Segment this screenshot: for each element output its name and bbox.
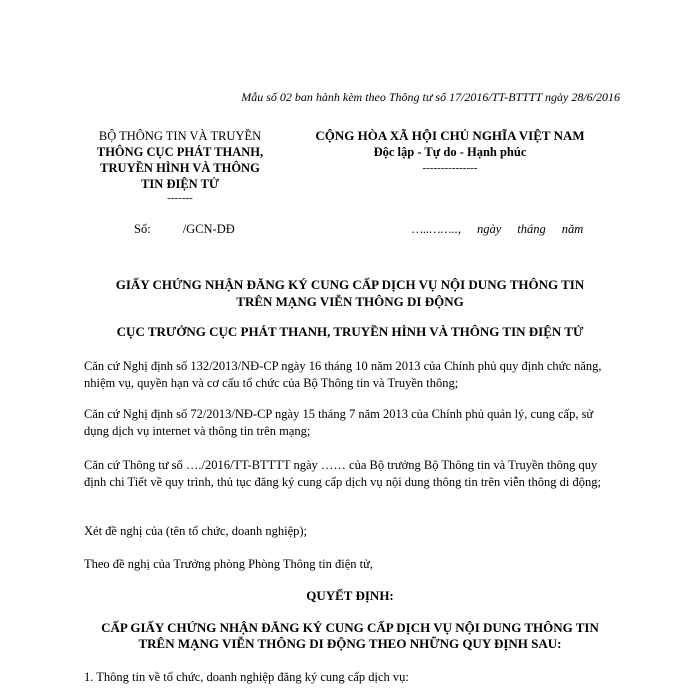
number-code: /GCN-DĐ [182, 222, 235, 236]
document-date [412, 222, 583, 237]
nation-name: CỘNG HÒA XÃ HỘI CHỦ NGHĨA VIỆT NAM [315, 128, 585, 143]
agency-heading: CỤC TRƯỞNG CỤC PHÁT THANH, TRUYỀN HÌNH VÀ THÔNG TIN ĐIỆN TỬ [116, 324, 584, 339]
document-number [134, 222, 235, 237]
form-note: Mẫu số 02 ban hành kèm theo Thông tư số 17/2016/TT-BTTTT ngày 28/6/2016 [241, 90, 620, 104]
paragraph-basis-3: Căn cứ Thông tư số …./2016/TT-BTTTT ngày …… của Bộ trưởng Bộ Thông tin và Truyền thông quy định chi Tiết về quy trình, thủ tục đăng ký cung cấp dịch vụ nội dung thông tin trên viễn thông di động; [84, 458, 601, 489]
paragraph-consideration: Xét đề nghị của (tên tổ chức, doanh nghiệp); [84, 524, 308, 538]
issuer-line-2: THÔNG CỤC PHÁT THANH, [96, 145, 264, 159]
date-day: ngày [476, 222, 502, 236]
decision-heading: QUYẾT ĐỊNH: [306, 588, 394, 603]
issuer-line-3: TRUYỀN HÌNH VÀ THÔNG [100, 161, 260, 175]
issuer-line-1: BỘ THÔNG TIN VÀ TRUYỀN [98, 129, 262, 143]
paragraph-basis-2: Căn cứ Nghị định số 72/2013/NĐ-CP ngày 15 tháng 7 năm 2013 của Chính phủ quản lý, cung cấp, sử dụng dịch vụ internet và thông tin trên mạng; [84, 407, 594, 438]
issuer-header [80, 128, 280, 204]
title-line-2: TRÊN MẠNG VIỄN THÔNG DI ĐỘNG [236, 294, 464, 309]
nation-header [285, 128, 615, 174]
nation-motto: Độc lập - Tự do - Hạnh phúc [373, 145, 527, 159]
paragraph-basis-1: Căn cứ Nghị định số 132/2013/NĐ-CP ngày 16 tháng 10 năm 2013 của Chính phủ quy định chức năng, nhiệm vụ, quyền hạn và cơ cấu tổ chức của Bộ Thông tin và Truyền thông; [84, 359, 602, 390]
grant-line-1: CẤP GIẤY CHỨNG NHẬN ĐĂNG KÝ CUNG CẤP DỊCH VỤ NỘI DUNG THÔNG TIN [101, 620, 599, 635]
title-line-1: GIẤY CHỨNG NHẬN ĐĂNG KÝ CUNG CẤP DỊCH VỤ NỘI DUNG THÔNG TIN [115, 277, 585, 292]
date-year: năm [561, 222, 584, 236]
grant-heading [85, 620, 615, 652]
nation-separator: --------------- [422, 162, 478, 174]
number-label: Số: [134, 222, 151, 236]
item-1: 1. Thông tin về tổ chức, doanh nghiệp đăng ký cung cấp dịch vụ: [84, 670, 409, 684]
issuer-separator: ------- [167, 192, 193, 204]
grant-line-2: TRÊN MẠNG VIỄN THÔNG DI ĐỘNG THEO NHỮNG QUY ĐỊNH SAU: [138, 636, 562, 651]
paragraph-proposal: Theo đề nghị của Trưởng phòng Phòng Thông tin điện tử, [84, 557, 374, 571]
date-place: …..…….., [412, 222, 461, 236]
issuer-line-4: TIN ĐIỆN TỬ [141, 177, 219, 191]
date-month: tháng [517, 222, 546, 236]
document-title [85, 276, 615, 310]
